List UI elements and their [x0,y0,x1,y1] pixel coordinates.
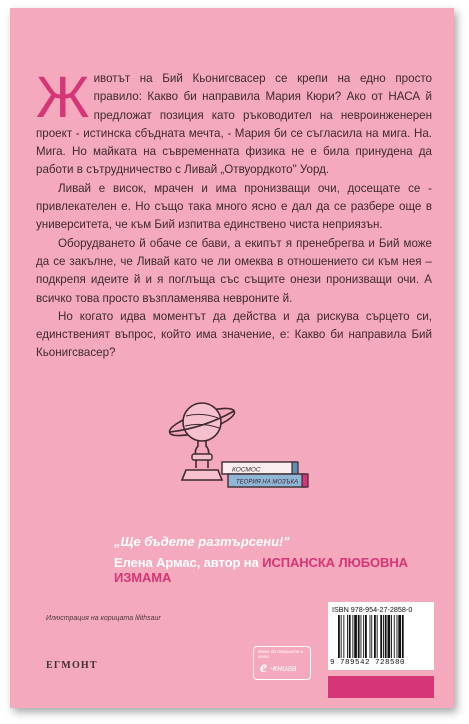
book-brain-theory-label: ТЕОРИЯ НА МОЗЪКА [236,479,299,486]
blurb-paragraph-3: Оборудването й обаче се бави, а екипът я пренебрегва и Бий може да се закълне, че Ливай като че ли омеква в отношението си към нея – подкрепя идеите й и я поглъща със същите онези пронизващи очи. А всичко това просто възпламенява невроните й. [36,236,432,305]
isbn-digits: 9 789542 728580 [330,659,406,667]
blurb-paragraph-2: Ливай е висок, мрачен и има пронизващи очи, досещате се - привлекателен е. Но също така много ясно е дал да се разбере още в университета, че към Бий изпитва единствено чиста неприязън. [36,181,432,232]
barcode-icon [338,615,426,658]
accent-bar [328,676,434,698]
ebook-e-icon: e [260,659,268,676]
review-quote: „Ще бъдете разтърсени!" [114,534,290,549]
isbn-label: ISBN 978-954-27-2858-0 [332,605,413,614]
cover-credit: Илюстрация на корицата lilithsaur [46,615,161,622]
back-cover [10,8,454,708]
review-author: Елена Армас, автор на ИСПАНСКА ЛЮБОВНА ИЗМАМА [114,555,408,585]
isbn-barcode-box [328,602,434,670]
blurb-paragraph-1: Животът на Бий Кьонигсвасер се крепи на едно просто правило: Какво би направила Мария Кюри? Ако от НАСА й предложат позиция като ръководител на невроинженерен проект - истинска сбъдната мечта, - Мария би се съгласила на мига. На. Мига. Но майката на съвременната физика не е била принудена да работи в сътрудничество с Ливай „Отвуордкото" Уорд. [36,65,432,177]
planet-lamp-books-illustration [164,388,314,503]
ebook-badge: Може да откриете и като e -книга [253,646,311,680]
blurb-paragraph-4: Но когато идва моментът да действа и да рискува сърцето си, единственият въпрос, който има значение, е: Какво би направила Бий Кьонигсвасер? [36,309,432,360]
review-book-title: ИСПАНСКА ЛЮБОВНА ИЗМАМА [114,555,408,585]
publisher-logo: ЕГМОНТ [46,660,98,671]
planet-icon [183,403,221,441]
drop-cap: Ж [36,65,90,130]
book-cosmos-label: КОСМОС [232,466,261,474]
blurb-text [36,65,432,363]
